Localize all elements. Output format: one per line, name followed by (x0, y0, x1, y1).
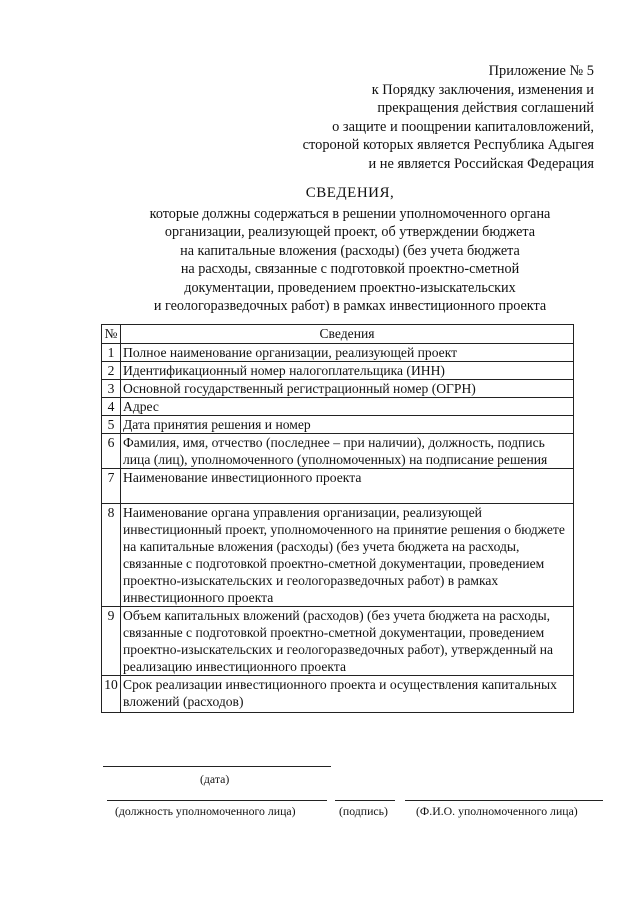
table-row (102, 607, 574, 676)
table-row (102, 469, 574, 504)
table-row (102, 380, 574, 398)
row-number: 6 (102, 434, 121, 469)
subtitle-line: которые должны содержаться в решении уполномоченного органа (149, 206, 551, 222)
row-number: 5 (102, 416, 121, 434)
row-text: Объем капитальных вложений (расходов) (без учета бюджета на расходы, связанные с подготовкой проектно-сметной документации, проведением проектно-изыскательских и геологоразведочных работ), утвержденный на реализацию инвестиционного проекта (121, 607, 574, 676)
date-line (103, 766, 331, 767)
appendix-line: стороной которых является Республика Адыгея (302, 137, 594, 154)
position-line (107, 800, 327, 801)
appendix-line: прекращения действия соглашений (377, 100, 594, 117)
name-label: (Ф.И.О. уполномоченного лица) (416, 804, 578, 818)
row-text: Срок реализации инвестиционного проекта и осуществления капитальных вложений (расходов) (121, 676, 574, 713)
row-text: Наименование органа управления организации, реализующей инвестиционный проект, уполномоченного на принятие решения о бюджете на капитальные вложения (расходы) (без учета бюджета на расходы, связанные с подготовкой проектно-сметной документации, проведением проектно-изыскательских и геологоразведочных работ) в рамках инвестиционного проекта (121, 504, 574, 607)
row-text: Основной государственный регистрационный номер (ОГРН) (121, 380, 574, 398)
table-row (102, 504, 574, 607)
row-number: 1 (102, 344, 121, 362)
table-row (102, 416, 574, 434)
row-number: 7 (102, 469, 121, 504)
row-text: Идентификационный номер налогоплательщика (ИНН) (121, 362, 574, 380)
signature-label: (подпись) (339, 804, 388, 818)
table-row (102, 362, 574, 380)
row-text: Полное наименование организации, реализующей проект (121, 344, 574, 362)
appendix-line: о защите и поощрении капиталовложений, (332, 118, 594, 135)
appendix-line: и не является Российская Федерация (368, 155, 594, 172)
signature-line (335, 800, 395, 801)
header-number: № (102, 325, 121, 344)
row-text: Фамилия, имя, отчество (последнее – при наличии), должность, подпись лица (лиц), уполномоченного (уполномоченных) на подписание решения (121, 434, 574, 469)
subtitle-line: документации, проведением проектно-изыскательских (184, 279, 516, 296)
position-label: (должность уполномоченного лица) (115, 804, 296, 818)
row-number: 10 (102, 676, 121, 713)
appendix-header (303, 62, 594, 174)
row-number: 9 (102, 607, 121, 676)
row-text: Дата принятия решения и номер (121, 416, 574, 434)
row-text: Наименование инвестиционного проекта (121, 469, 574, 504)
table-row (102, 398, 574, 416)
subtitle-line: организации, реализующей проект, об утверждении бюджета (164, 224, 536, 241)
name-line (405, 800, 603, 801)
header-info: Сведения (121, 325, 574, 344)
row-text: Адрес (121, 398, 574, 416)
row-number: 4 (102, 398, 121, 416)
subtitle-line: и геологоразведочных работ) в рамках инвестиционного проекта (153, 298, 547, 315)
info-table (101, 324, 574, 713)
table-row (102, 344, 574, 362)
table-row (102, 434, 574, 469)
table-row (102, 676, 574, 713)
appendix-line: Приложение № 5 (488, 63, 594, 79)
row-number: 3 (102, 380, 121, 398)
appendix-line: к Порядку заключения, изменения и (371, 81, 594, 98)
table-header-row (102, 325, 574, 344)
row-number: 8 (102, 504, 121, 607)
document-title: СВЕДЕНИЯ, (305, 185, 395, 201)
date-label: (дата) (200, 772, 230, 786)
subtitle-line: на расходы, связанные с подготовкой проектно-сметной (180, 261, 520, 278)
row-number: 2 (102, 362, 121, 380)
subtitle-line: на капитальные вложения (расходы) (без учета бюджета (180, 242, 520, 259)
document-subtitle (40, 205, 640, 315)
